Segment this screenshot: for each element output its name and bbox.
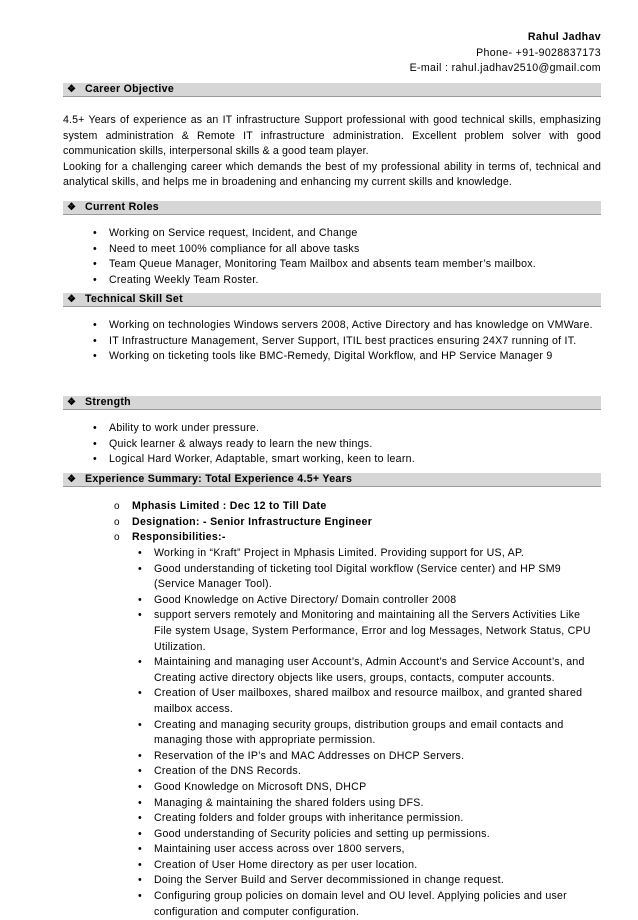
list-item: • Good Knowledge on Microsoft DNS, DHCP [154, 780, 594, 796]
objective-paragraph: Looking for a challenging career which demands the best of my professional ability in terms of, technical and analytical skills, and helps me in broadening and enhancing my current skills and knowledge. [63, 160, 601, 189]
list-item: • support servers remotely and Monitoring and maintaining all the Servers Activities Like File system Usage, System Performance, Error and log Messages, Network Status, CPU Utilization. [154, 608, 594, 655]
list-item: • Creating folders and folder groups with inheritance permission. [154, 811, 594, 827]
list-item: • Maintaining and managing user Account’s, Admin Account’s and Service Account’s, and Creating active directory objects like users, groups, contacts, computer accounts. [154, 655, 594, 686]
diamond-bullet-icon: ❖ [67, 84, 77, 95]
list-item: • Creation of User Home directory as per user location. [154, 858, 594, 874]
contact-header [410, 30, 601, 77]
candidate-name: Rahul Jadhav [527, 31, 601, 43]
section-title: Strength [85, 396, 131, 408]
section-title: Experience Summary: Total Experience 4.5+ Years [85, 473, 353, 485]
list-item: • Working on ticketing tools like BMC-Remedy, Digital Workflow, and HP Service Manager 9 [109, 349, 597, 365]
list-item: • Team Queue Manager, Monitoring Team Mailbox and absents team member’s mailbox. [109, 257, 599, 273]
section-header-strength [63, 396, 601, 410]
list-item: • Creation of User mailboxes, shared mailbox and resource mailbox, and granted shared mailbox access. [154, 686, 594, 717]
list-item: • Need to meet 100% compliance for all above tasks [109, 242, 599, 258]
email-line: E-mail : rahul.jadhav2510@gmail.com [409, 62, 601, 74]
section-header-current-roles [63, 201, 601, 215]
list-item: • Good understanding of Security policies and setting up permissions. [154, 827, 594, 843]
list-item: • Good Knowledge on Active Directory/ Domain controller 2008 [154, 593, 594, 609]
list-item: • IT Infrastructure Management, Server Support, ITIL best practices ensuring 24X7 running of IT. [109, 334, 597, 350]
responsibilities-list [154, 546, 594, 920]
section-title: Career Objective [85, 83, 175, 95]
diamond-bullet-icon: ❖ [67, 294, 77, 305]
current-roles-list [109, 226, 599, 288]
section-header-experience-summary [63, 473, 601, 487]
list-item: • Creating and managing security groups, distribution groups and email contacts and managing those with appropriate permission. [154, 718, 594, 749]
diamond-bullet-icon: ❖ [67, 202, 77, 213]
strength-list [109, 421, 597, 468]
company-line: o Mphasis Limited : Dec 12 to Till Date [132, 499, 592, 515]
list-item: • Working in “Kraft” Project in Mphasis Limited. Providing support for US, AP. [154, 546, 594, 562]
list-item: • Managing & maintaining the shared folders using DFS. [154, 796, 594, 812]
list-item: • Configuring group policies on domain level and OU level. Applying policies and user configuration and computer configuration. [154, 889, 594, 920]
list-item: • Creating Weekly Team Roster. [109, 273, 599, 289]
objective-paragraph: 4.5+ Years of experience as an IT infrastructure Support professional with good technical skills, emphasizing system administration & Remote IT infrastructure administration. Excellent problem solver with good communication skills, interpersonal skills & a good team player. [63, 114, 601, 158]
section-title: Technical Skill Set [85, 293, 183, 305]
list-item: • Quick learner & always ready to learn the new things. [109, 437, 597, 453]
list-item: • Logical Hard Worker, Adaptable, smart working, keen to learn. [109, 452, 597, 468]
designation-line: o Designation: - Senior Infrastructure Engineer [132, 515, 592, 531]
career-objective-text [63, 113, 601, 191]
technical-skills-list [109, 318, 597, 365]
list-item: • Ability to work under pressure. [109, 421, 597, 437]
section-header-career-objective [63, 83, 601, 97]
list-item: • Reservation of the IP’s and MAC Addresses on DHCP Servers. [154, 749, 594, 765]
phone-line: Phone- +91-9028837173 [476, 46, 601, 59]
list-item: • Good understanding of ticketing tool Digital workflow (Service center) and HP SM9 (Service Manager Tool). [154, 562, 594, 593]
list-item: • Doing the Server Build and Server decommissioned in change request. [154, 873, 594, 889]
experience-header-list [132, 499, 592, 546]
list-item: • Maintaining user access across over 1800 servers, [154, 842, 594, 858]
section-title: Current Roles [85, 201, 159, 213]
responsibilities-label: o Responsibilities:- [132, 530, 592, 546]
list-item: • Creation of the DNS Records. [154, 764, 594, 780]
list-item: • Working on technologies Windows servers 2008, Active Directory and has knowledge on VMWare. [109, 318, 597, 334]
diamond-bullet-icon: ❖ [67, 474, 77, 485]
section-header-technical-skill-set [63, 293, 601, 307]
diamond-bullet-icon: ❖ [67, 397, 77, 408]
list-item: • Working on Service request, Incident, and Change [109, 226, 599, 242]
